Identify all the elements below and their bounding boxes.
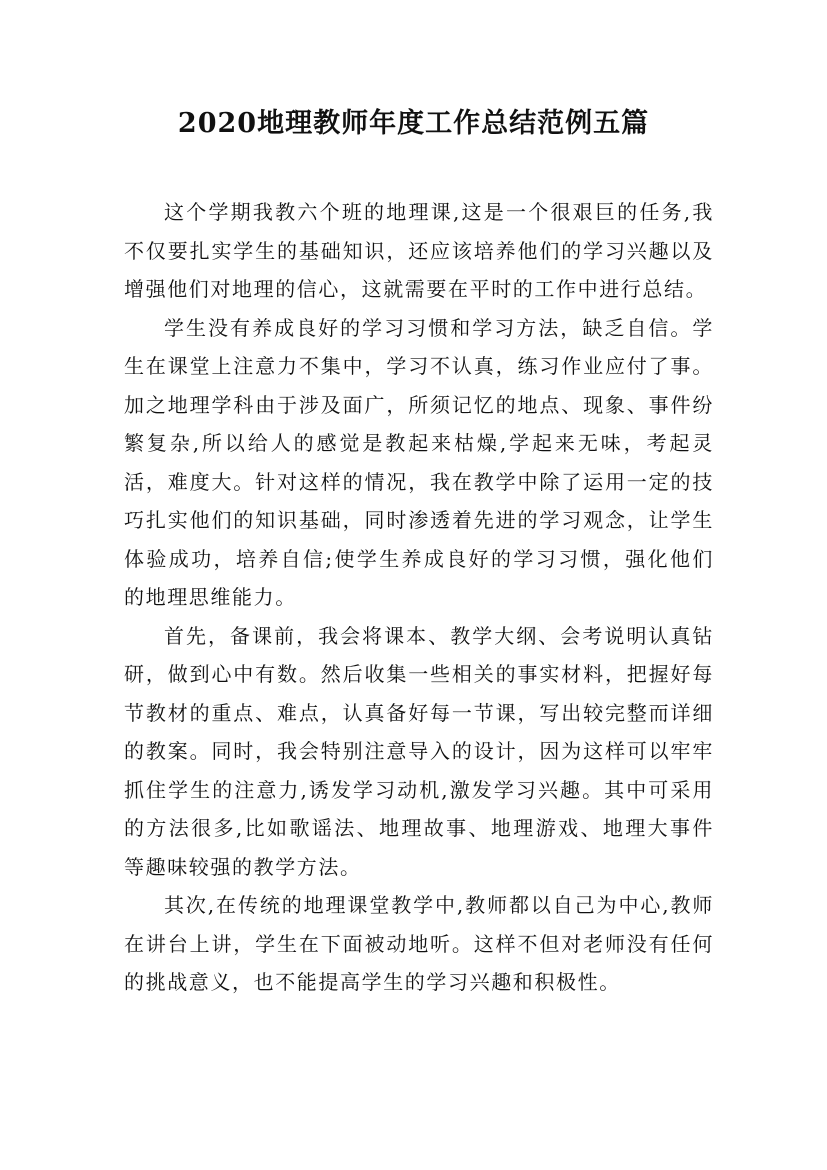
paragraph-2: 学生没有养成良好的学习习惯和学习方法，缺乏自信。学生在课堂上注意力不集中，学习不认真，练习作业应付了事。加之地理学科由于涉及面广，所须记忆的地点、现象、事件纷繁复杂,所以给人的感觉是教起来枯燥,学起来无味，考起灵活，难度大。针对这样的情况，我在教学中除了运用一定的技巧扎实他们的知识基础，同时渗透着先进的学习观念，让学生体验成功，培养自信;使学生养成良好的学习习惯，强化他们的地理思维能力。 [124,315,714,609]
paragraph-1: 这个学期我教六个班的地理课,这是一个很艰巨的任务,我不仅要扎实学生的基础知识，还应该培养他们的学习兴趣以及增强他们对地理的信心，这就需要在平时的工作中进行总结。 [124,200,714,301]
paragraph-3: 首先，备课前，我会将课本、教学大纲、会考说明认真钻研，做到心中有数。然后收集一些相关的事实材料，把握好每节教材的重点、难点，认真备好每一节课，写出较完整而详细的教案。同时，我会特别注意导入的设计，因为这样可以牢牢抓住学生的注意力,诱发学习动机,激发学习兴趣。其中可采用的方法很多,比如歌谣法、地理故事、地理游戏、地理大事件等趣味较强的教学方法。 [124,623,714,879]
paragraph-4: 其次,在传统的地理课堂教学中,教师都以自己为中心,教师在讲台上讲，学生在下面被动地听。这样不但对老师没有任何的挑战意义，也不能提高学生的学习兴趣和积极性。 [124,893,714,994]
document-title: 2020地理教师年度工作总结范例五篇 [177,108,650,139]
document-body [124,193,714,1002]
